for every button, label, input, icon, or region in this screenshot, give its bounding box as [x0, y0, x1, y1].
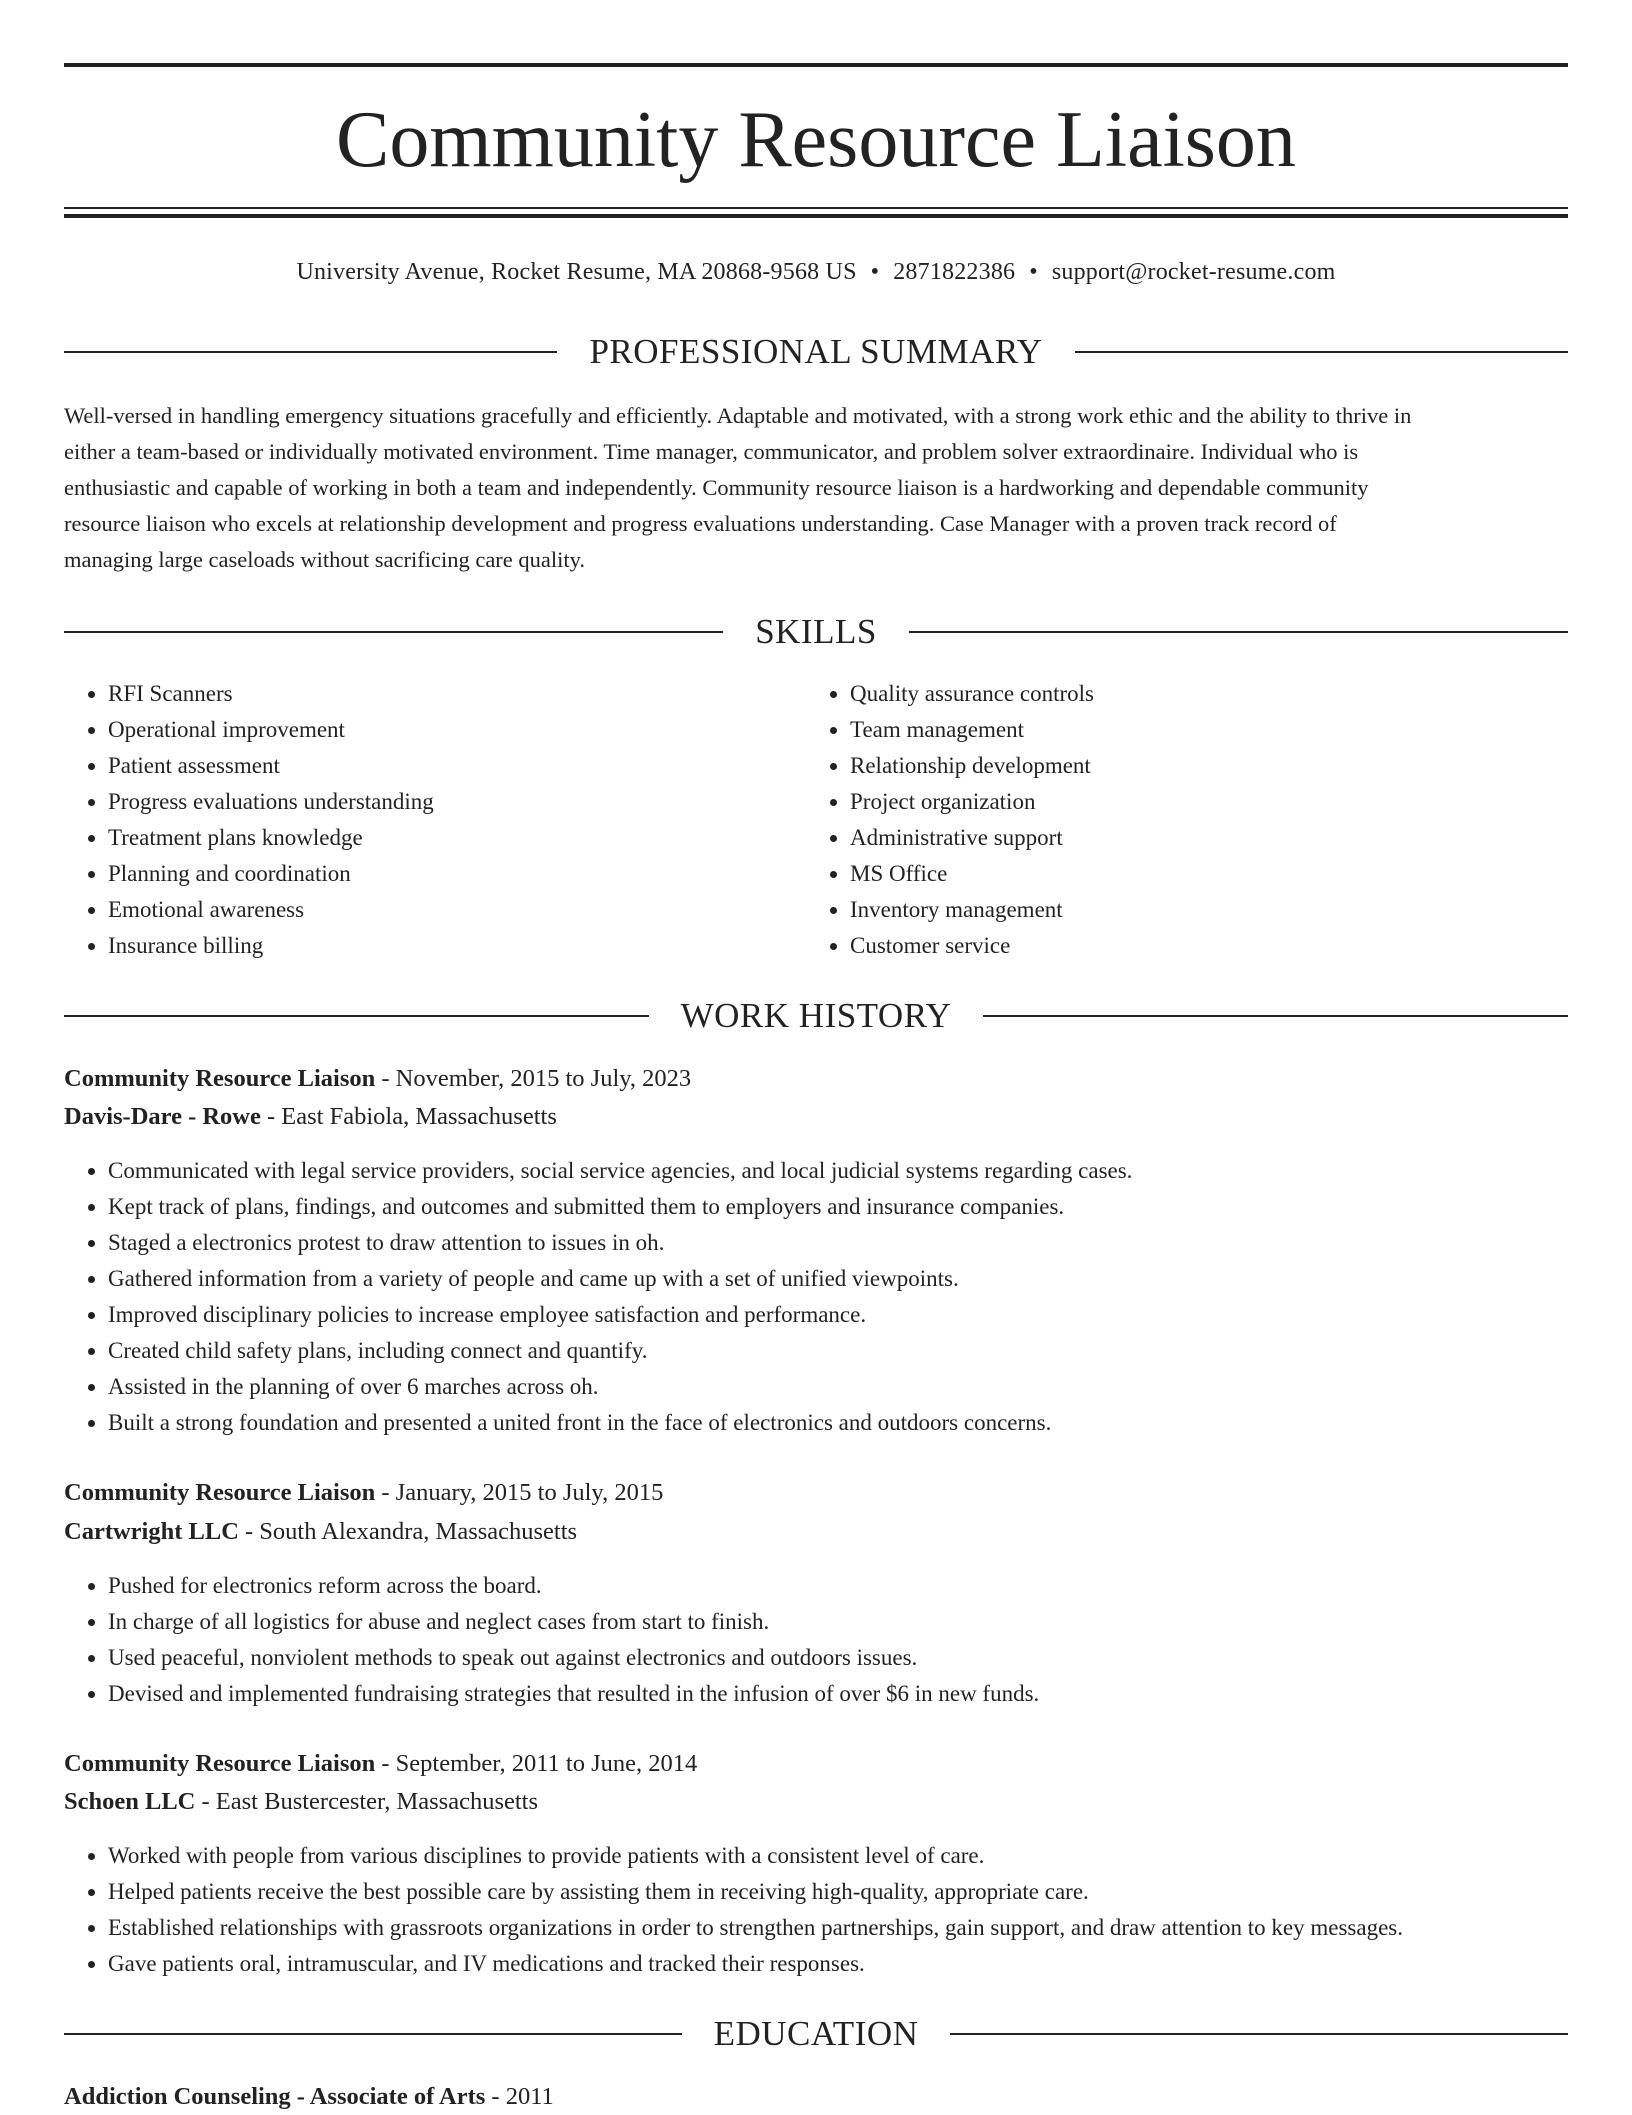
- job-company: Cartwright LLC: [64, 1518, 239, 1545]
- contact-separator: •: [870, 259, 880, 285]
- job-dates: - November, 2015 to July, 2023: [375, 1065, 692, 1092]
- title-underline-thick: [64, 214, 1568, 218]
- job-bullet: • Communicated with legal service providers, social service agencies, and local judicial systems regarding cases.: [108, 1153, 1568, 1189]
- section-heading-work: [64, 996, 1568, 1036]
- job-bullets: [64, 1153, 1568, 1441]
- skill-item: • Administrative support: [850, 820, 1506, 856]
- job-bullet: • Worked with people from various disciplines to provide patients with a consistent level of care.: [108, 1838, 1568, 1874]
- job-title-line: [64, 1061, 1568, 1097]
- job-company-line: [64, 1099, 1568, 1135]
- heading-rule: [1075, 351, 1568, 353]
- summary-line: either a team-based or individually motivated environment. Time manager, communicator, and problem solver extraordinaire. Individual who is: [64, 439, 1359, 464]
- contact-line: [64, 254, 1568, 290]
- section-title: SKILLS: [755, 612, 877, 651]
- skill-item: • Progress evaluations understanding: [108, 784, 764, 820]
- job-bullet: • Kept track of plans, findings, and outcomes and submitted them to employers and insurance companies.: [108, 1189, 1568, 1225]
- contact-separator: •: [1029, 259, 1038, 285]
- heading-rule: [983, 1015, 1568, 1017]
- heading-rule: [64, 2033, 682, 2035]
- job-bullet: • Assisted in the planning of over 6 marches across oh.: [108, 1369, 1568, 1405]
- resume-title: Community Resource Liaison: [336, 96, 1296, 184]
- job-bullet: • Devised and implemented fundraising strategies that resulted in the infusion of over $6 in new funds.: [108, 1676, 1568, 1712]
- job-location: - East Fabiola, Massachusetts: [260, 1103, 557, 1130]
- job-title-line: [64, 1746, 1568, 1782]
- job-bullet: • Staged a electronics protest to draw attention to issues in oh.: [108, 1225, 1568, 1261]
- heading-rule: [64, 631, 723, 633]
- skill-item: • Project organization: [850, 784, 1506, 820]
- skill-item: • Emotional awareness: [108, 892, 764, 928]
- job-bullets: [64, 1838, 1568, 1982]
- job-bullet: • Pushed for electronics reform across the board.: [108, 1568, 1568, 1604]
- summary-line: managing large caseloads without sacrificing care quality.: [64, 547, 586, 572]
- skill-item: • RFI Scanners: [108, 676, 764, 712]
- skills-column-right: [806, 676, 1506, 964]
- skill-item: • Insurance billing: [108, 928, 764, 964]
- section-title: WORK HISTORY: [680, 996, 952, 1035]
- job-bullet: • Helped patients receive the best possible care by assisting them in receiving high-quality, appropriate care.: [108, 1874, 1568, 1910]
- skill-item: • Patient assessment: [108, 748, 764, 784]
- job-company: Schoen LLC: [64, 1788, 196, 1815]
- contact-email: support@rocket-resume.com: [1051, 259, 1336, 285]
- skill-item: • Customer service: [850, 928, 1506, 964]
- job-bullets: [64, 1568, 1568, 1712]
- skill-item: • Inventory management: [850, 892, 1506, 928]
- education-entry: [64, 2079, 1568, 2115]
- job-title: Community Resource Liaison: [64, 1065, 376, 1092]
- skill-item: • Operational improvement: [108, 712, 764, 748]
- heading-rule: [909, 631, 1568, 633]
- job-dates: - September, 2011 to June, 2014: [375, 1750, 698, 1777]
- job-company-line: [64, 1514, 1568, 1550]
- heading-rule: [64, 351, 557, 353]
- job-location: - South Alexandra, Massachusetts: [238, 1518, 578, 1545]
- section-title: PROFESSIONAL SUMMARY: [589, 332, 1043, 371]
- top-rule: [64, 63, 1568, 67]
- job-bullet: • Used peaceful, nonviolent methods to speak out against electronics and outdoors issues.: [108, 1640, 1568, 1676]
- section-heading-skills: [64, 612, 1568, 652]
- skills-column-left: [64, 676, 764, 964]
- contact-address: University Avenue, Rocket Resume, MA 20868-9568 US: [296, 259, 857, 285]
- job-bullet: • Created child safety plans, including connect and quantify.: [108, 1333, 1568, 1369]
- job-location: - East Bustercester, Massachusetts: [195, 1788, 538, 1815]
- job-bullet: • Built a strong foundation and presented a united front in the face of electronics and outdoors concerns.: [108, 1405, 1568, 1441]
- skill-item: • Quality assurance controls: [850, 676, 1506, 712]
- job-bullet: • Gathered information from a variety of people and came up with a set of unified viewpoints.: [108, 1261, 1568, 1297]
- job-bullet: • Established relationships with grassroots organizations in order to strengthen partnerships, gain support, and draw attention to key messages.: [108, 1910, 1568, 1946]
- skill-item: • Treatment plans knowledge: [108, 820, 764, 856]
- job-bullet: • Improved disciplinary policies to increase employee satisfaction and performance.: [108, 1297, 1568, 1333]
- section-heading-summary: [64, 332, 1568, 372]
- job-title: Community Resource Liaison: [64, 1750, 376, 1777]
- job-dates: - January, 2015 to July, 2015: [375, 1479, 664, 1506]
- summary-line: enthusiastic and capable of working in both a team and independently. Community resource liaison is a hardworking and dependable community: [64, 475, 1369, 500]
- job-company: Davis-Dare - Rowe: [64, 1103, 261, 1130]
- skill-item: • Team management: [850, 712, 1506, 748]
- section-heading-education: [64, 2014, 1568, 2054]
- job-title: Community Resource Liaison: [64, 1479, 376, 1506]
- job-company-line: [64, 1784, 1568, 1820]
- skill-item: • MS Office: [850, 856, 1506, 892]
- summary-paragraph: [64, 398, 1568, 578]
- heading-rule: [64, 1015, 649, 1017]
- skill-item: • Planning and coordination: [108, 856, 764, 892]
- contact-phone: 2871822386: [893, 259, 1016, 285]
- summary-line: Well-versed in handling emergency situations gracefully and efficiently. Adaptable and motivated, with a strong work ethic and the ability to thrive in: [64, 403, 1412, 428]
- heading-rule: [950, 2033, 1568, 2035]
- education-degree: Addiction Counseling - Associate of Arts: [64, 2083, 486, 2110]
- job-title-line: [64, 1475, 1568, 1511]
- title-underline-thin: [64, 207, 1568, 209]
- section-title: EDUCATION: [713, 2014, 919, 2053]
- skill-item: • Relationship development: [850, 748, 1506, 784]
- job-bullet: • In charge of all logistics for abuse and neglect cases from start to finish.: [108, 1604, 1568, 1640]
- education-year: - 2011: [485, 2083, 554, 2110]
- job-bullet: • Gave patients oral, intramuscular, and IV medications and tracked their responses.: [108, 1946, 1568, 1982]
- summary-line: resource liaison who excels at relationship development and progress evaluations understanding. Case Manager with a proven track record of: [64, 511, 1337, 536]
